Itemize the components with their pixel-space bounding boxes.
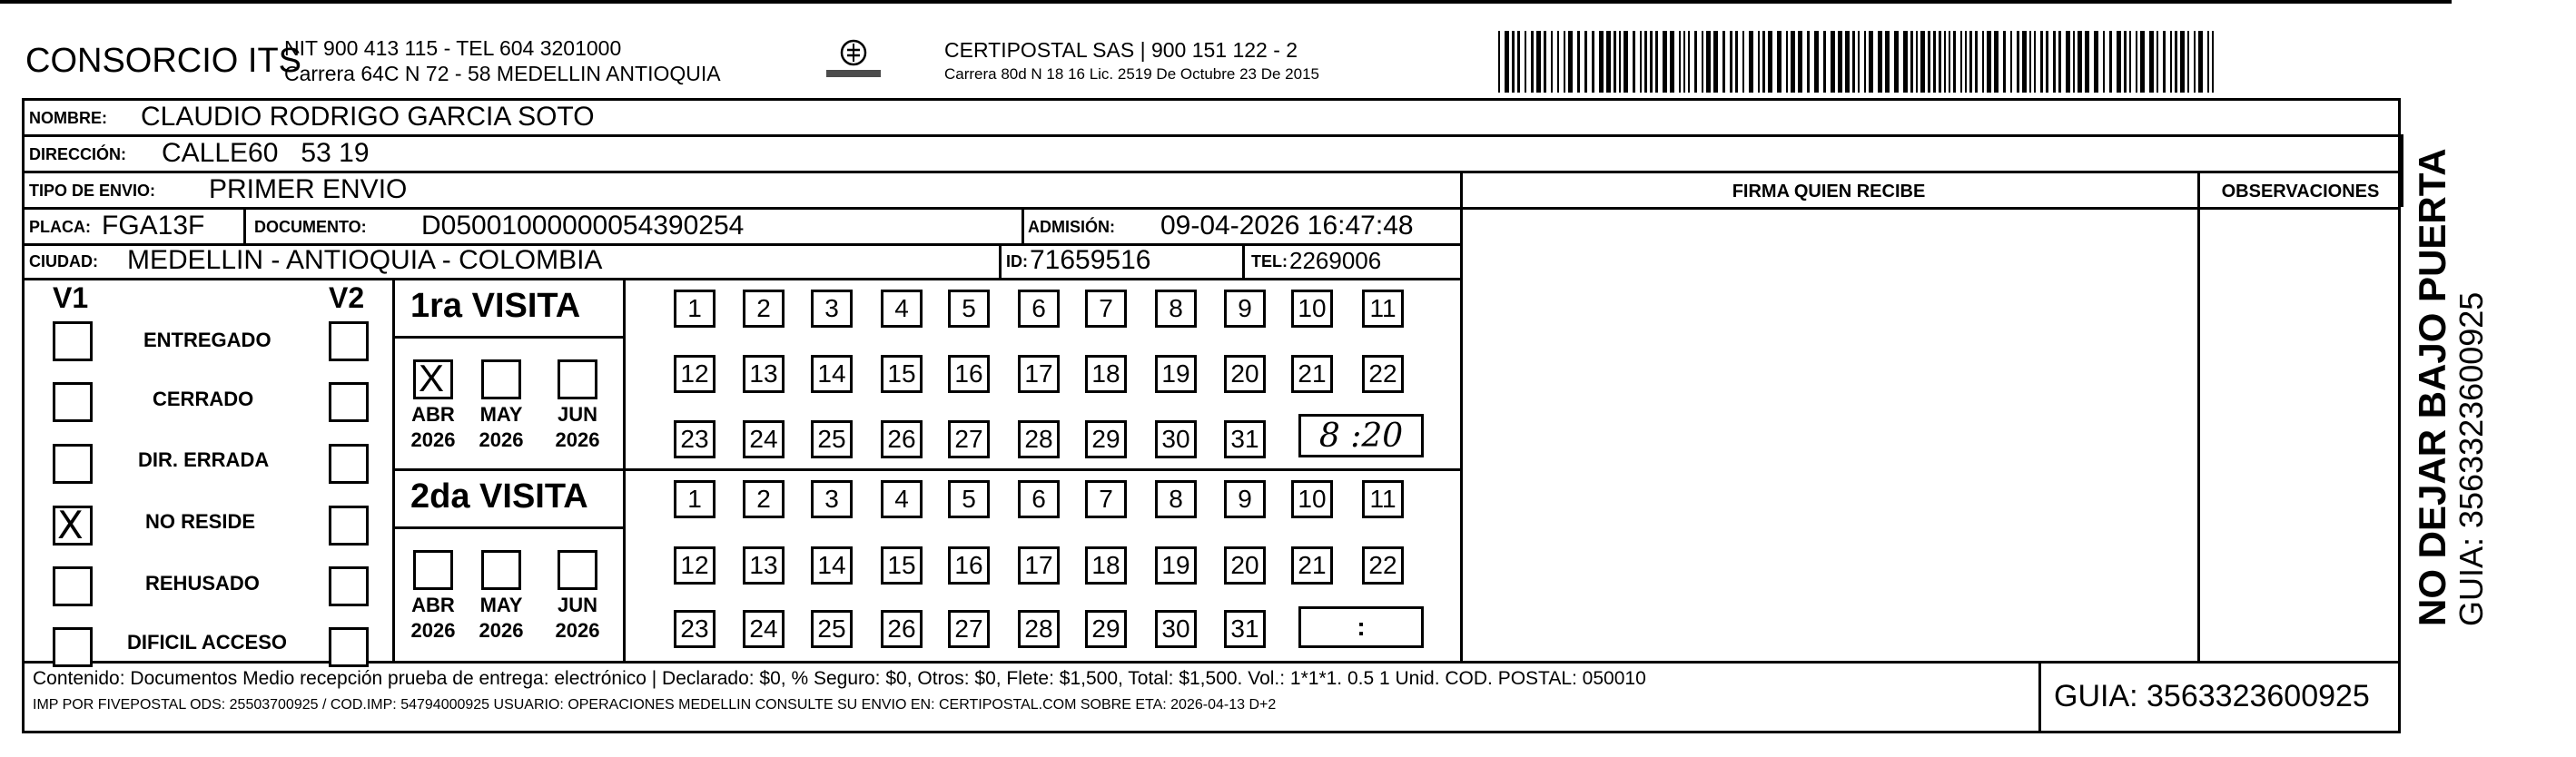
day-box[interactable]: 5 — [948, 480, 990, 518]
year-label: 2026 — [479, 428, 524, 451]
firma-header: FIRMA QUIEN RECIBE — [1732, 182, 1926, 202]
placa-divider — [243, 207, 246, 243]
day-box[interactable]: 1 — [674, 480, 716, 518]
month-checkbox[interactable] — [558, 359, 597, 399]
day-box[interactable]: 28 — [1018, 420, 1060, 458]
day-box[interactable]: 23 — [674, 420, 716, 458]
row-line — [22, 278, 1461, 280]
v2-checkbox[interactable] — [329, 382, 369, 422]
day-box[interactable]: 24 — [743, 610, 785, 648]
day-box[interactable]: 12 — [674, 546, 716, 585]
day-box[interactable]: 2 — [743, 290, 785, 328]
documento-label: DOCUMENTO: — [254, 218, 367, 236]
direccion-label: DIRECCIÓN: — [29, 145, 126, 163]
v2-checkbox[interactable] — [329, 506, 369, 546]
month-label: JUN — [557, 594, 597, 616]
carrier-name: CERTIPOSTAL SAS | 900 151 122 - 2 — [944, 38, 1298, 62]
v2-checkbox[interactable] — [329, 321, 369, 361]
ciudad-label: CIUDAD: — [29, 252, 98, 270]
day-box[interactable]: 15 — [881, 355, 923, 393]
documento-value: D05001000000054390254 — [421, 211, 745, 241]
month-label: JUN — [557, 403, 597, 426]
day-box[interactable]: 23 — [674, 610, 716, 648]
day-box[interactable]: 19 — [1155, 546, 1197, 585]
tipo-label: TIPO DE ENVIO: — [29, 182, 156, 200]
company-name: CONSORCIO ITS — [25, 42, 302, 80]
day-box[interactable]: 15 — [881, 546, 923, 585]
first-visit-time-value: 8 :20 — [1318, 417, 1404, 455]
day-box[interactable]: 30 — [1155, 610, 1197, 648]
reason-label: REHUSADO — [145, 572, 260, 595]
footer-contenido: Contenido: Documentos Medio recepción prueba de entrega: electrónico | Declarado: $0, % Seguro: $0, Otros: $0, Flete: $1,500, Total: $1,500. Vol.: 1*1*1. 0.5 1 Unid. COD. POSTAL: 050010 — [33, 668, 1646, 689]
nombre-value: CLAUDIO RODRIGO GARCIA SOTO — [141, 102, 595, 132]
day-box[interactable]: 17 — [1018, 355, 1060, 393]
day-box[interactable]: 8 — [1155, 290, 1197, 328]
reason-label: DIFICIL ACCESO — [127, 631, 288, 654]
tipo-value: PRIMER ENVIO — [209, 174, 408, 204]
side-guia-text: GUIA: 3563323600925 — [2453, 291, 2490, 626]
reason-label: NO RESIDE — [145, 510, 256, 533]
day-box[interactable]: 31 — [1224, 610, 1266, 648]
footer-guia: GUIA: 3563323600925 — [2054, 679, 2370, 713]
tel-label: TEL: — [1251, 252, 1288, 270]
reason-label: CERRADO — [153, 388, 254, 410]
tel-divider — [1242, 243, 1245, 278]
year-label: 2026 — [479, 619, 524, 642]
carrier-address: Carrera 80d N 18 16 Lic. 2519 De Octubre 23 De 2015 — [944, 65, 1319, 83]
day-box[interactable]: 7 — [1085, 290, 1127, 328]
day-box[interactable]: 14 — [811, 355, 853, 393]
day-box[interactable]: 16 — [948, 546, 990, 585]
day-box[interactable]: 25 — [811, 420, 853, 458]
id-divider — [999, 243, 1002, 278]
day-box[interactable]: 4 — [881, 480, 923, 518]
side-warning — [2411, 118, 2491, 626]
month-checkbox[interactable] — [558, 550, 597, 590]
day-box[interactable]: 22 — [1362, 546, 1404, 585]
day-box[interactable]: 11 — [1362, 480, 1404, 518]
v1-checkbox[interactable] — [53, 382, 93, 422]
title-underline-1 — [392, 336, 623, 339]
day-box[interactable]: 6 — [1018, 480, 1060, 518]
day-box[interactable]: 26 — [881, 610, 923, 648]
month-label: MAY — [479, 594, 523, 616]
v1-checkbox[interactable] — [53, 627, 93, 667]
day-box[interactable]: 27 — [948, 420, 990, 458]
right-rule — [2401, 134, 2403, 207]
month-checkbox[interactable] — [481, 359, 521, 399]
day-box[interactable]: 30 — [1155, 420, 1197, 458]
day-box[interactable]: 13 — [743, 355, 785, 393]
day-box[interactable]: 18 — [1085, 546, 1127, 585]
barcode — [1498, 31, 2220, 93]
day-box[interactable]: 17 — [1018, 546, 1060, 585]
v1-checkbox[interactable] — [53, 566, 93, 606]
year-label: 2026 — [555, 428, 600, 451]
reason-label: ENTREGADO — [143, 329, 271, 351]
second-visit-time-value: : — [1357, 613, 1366, 641]
day-box[interactable]: 29 — [1085, 420, 1127, 458]
month-label: ABR — [411, 594, 455, 616]
visit-divider — [392, 468, 1460, 471]
day-box[interactable]: 13 — [743, 546, 785, 585]
day-box[interactable]: 1 — [674, 290, 716, 328]
day-box[interactable]: 26 — [881, 420, 923, 458]
month-checkbox[interactable] — [413, 359, 453, 399]
day-box[interactable]: 27 — [948, 610, 990, 648]
day-box[interactable]: 11 — [1362, 290, 1404, 328]
day-box[interactable]: 20 — [1224, 546, 1266, 585]
day-box[interactable]: 4 — [881, 290, 923, 328]
company-nit: NIT 900 413 115 - TEL 604 3201000 — [284, 36, 622, 60]
admision-divider — [1022, 207, 1024, 243]
day-box[interactable]: 12 — [674, 355, 716, 393]
second-visit-time[interactable] — [1298, 606, 1424, 648]
v2-checkbox[interactable] — [329, 627, 369, 667]
day-box[interactable]: 3 — [811, 480, 853, 518]
year-label: 2026 — [555, 619, 600, 642]
v1-header: V1 — [53, 281, 89, 314]
month-checkmark: X — [419, 357, 445, 399]
day-box[interactable]: 24 — [743, 420, 785, 458]
top-rule — [0, 0, 2452, 4]
admision-label: ADMISIÓN: — [1028, 218, 1115, 236]
row-line — [22, 661, 2401, 664]
company-address: Carrera 64C N 72 - 58 MEDELLIN ANTIOQUIA — [284, 62, 721, 85]
year-label: 2026 — [410, 428, 456, 451]
day-box[interactable]: 5 — [948, 290, 990, 328]
v2-header: V2 — [329, 281, 365, 314]
row-line — [22, 171, 2401, 173]
v2-checkbox[interactable] — [329, 566, 369, 606]
day-box[interactable]: 3 — [811, 290, 853, 328]
first-visit-time[interactable] — [1298, 414, 1424, 457]
day-box[interactable]: 9 — [1224, 290, 1266, 328]
header-line-right — [1460, 207, 2401, 210]
day-box[interactable]: 10 — [1291, 480, 1333, 518]
day-box[interactable]: 21 — [1291, 546, 1333, 585]
placa-label: PLACA: — [29, 218, 91, 236]
day-box[interactable]: 8 — [1155, 480, 1197, 518]
day-box[interactable]: 22 — [1362, 355, 1404, 393]
observaciones-header: OBSERVACIONES — [2221, 182, 2380, 202]
day-box[interactable]: 14 — [811, 546, 853, 585]
footer-imp: IMP POR FIVEPOSTAL ODS: 25503700925 / COD.IMP: 54794000925 USUARIO: OPERACIONES MEDELLIN CONSULTE SU ENVIO EN: CERTIPOSTAL.COM SOBRE ETA: 2026-04-13 D+2 — [33, 697, 1277, 713]
id-value: 71659516 — [1030, 245, 1151, 275]
month-label: MAY — [479, 403, 523, 426]
id-label: ID: — [1006, 252, 1028, 270]
tel-value: 2269006 — [1289, 247, 1382, 274]
day-box[interactable]: 20 — [1224, 355, 1266, 393]
v2-checkbox[interactable] — [329, 444, 369, 484]
day-box[interactable]: 6 — [1018, 290, 1060, 328]
month-label: ABR — [411, 403, 455, 426]
day-box[interactable]: 16 — [948, 355, 990, 393]
month-checkbox[interactable] — [413, 550, 453, 590]
first-visit-title: 1ra VISITA — [410, 287, 581, 325]
certipostal-logo — [822, 36, 885, 84]
day-box[interactable]: 7 — [1085, 480, 1127, 518]
v1-checkmark: X — [57, 503, 84, 547]
day-box[interactable]: 29 — [1085, 610, 1127, 648]
day-box[interactable]: 18 — [1085, 355, 1127, 393]
ciudad-value: MEDELLIN - ANTIOQUIA - COLOMBIA — [127, 245, 603, 275]
no-dejar-text: NO DEJAR BAJO PUERTA — [2411, 148, 2453, 626]
day-box[interactable]: 21 — [1291, 355, 1333, 393]
day-box[interactable]: 10 — [1291, 290, 1333, 328]
placa-value: FGA13F — [102, 211, 205, 241]
day-box[interactable]: 28 — [1018, 610, 1060, 648]
v1-checkbox[interactable] — [53, 321, 93, 361]
firma-divider — [1460, 171, 1463, 661]
obs-divider — [2197, 171, 2200, 661]
nombre-label: NOMBRE: — [29, 109, 107, 127]
day-box[interactable]: 9 — [1224, 480, 1266, 518]
day-box[interactable]: 2 — [743, 480, 785, 518]
day-box[interactable]: 31 — [1224, 420, 1266, 458]
v1-checkbox[interactable] — [53, 444, 93, 484]
row-line — [22, 134, 2401, 137]
direccion-value: CALLE60 53 19 — [162, 138, 370, 168]
year-label: 2026 — [410, 619, 456, 642]
day-box[interactable]: 25 — [811, 610, 853, 648]
admision-value: 09-04-2026 16:47:48 — [1160, 211, 1414, 241]
second-visit-title: 2da VISITA — [410, 477, 588, 516]
month-checkbox[interactable] — [481, 550, 521, 590]
reason-label: DIR. ERRADA — [138, 448, 270, 471]
v1-checkbox[interactable] — [53, 503, 93, 547]
title-underline-2 — [392, 526, 623, 529]
footer-guia-divider — [2038, 661, 2041, 733]
day-box[interactable]: 19 — [1155, 355, 1197, 393]
